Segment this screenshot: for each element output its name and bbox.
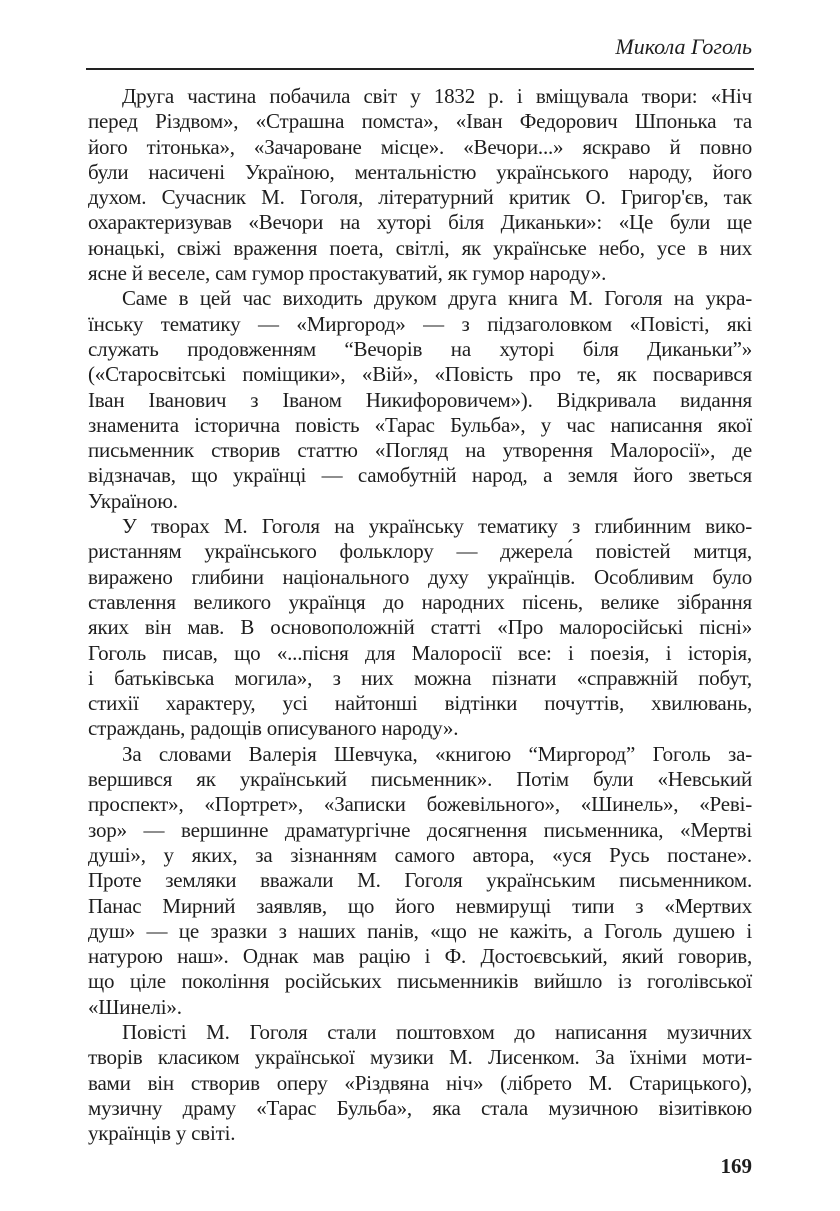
- text-line: За словами Валерія Шевчука, «книгою “Миргород” Гоголь за-: [122, 741, 752, 766]
- text-line: письменник створив статтю «Погляд на утворення Малоросії», де: [88, 438, 752, 463]
- page-number: 169: [720, 1154, 752, 1178]
- text-line: «Шинелі».: [88, 994, 182, 1019]
- text-line: Повісті М. Гоголя стали поштовхом до написання музичних: [122, 1019, 752, 1044]
- text-line: відзначав, що українці — самобутній народ, а земля його зветься: [88, 463, 752, 488]
- header-rule: [86, 68, 754, 70]
- text-line: душ» — це зразки з наших панів, «що не кажіть, а Гоголь душею і: [88, 918, 752, 943]
- text-line: музичну драму «Тарас Бульба», яка стала музичною візитівкою: [88, 1095, 752, 1120]
- text-line: і батьківська могила», з них можна пізнати «справжній побут,: [88, 665, 752, 690]
- running-head-title: Микола Гоголь: [615, 34, 752, 59]
- text-line: Панас Мирний заявляв, що його невмирущі типи з «Мертвих: [88, 893, 752, 918]
- text-line: охарактеризував «Вечори на хуторі біля Диканьки»: «Це були ще: [88, 210, 752, 235]
- text-line: Друга частина побачила світ у 1832 р. і вміщувала твори: «Ніч: [122, 84, 752, 108]
- text-line: знаменита історична повість «Тарас Бульба», у час написання якої: [88, 412, 752, 437]
- text-line: творів класиком української музики М. Лисенком. За їхніми моти-: [88, 1045, 752, 1070]
- text-line: натурою наш». Однак мав рацію і Ф. Достоєвський, який говорив,: [88, 944, 752, 969]
- text-line: душі», у яких, за зізнанням самого автора, «уся Русь постане».: [88, 842, 752, 867]
- text-line: його тітонька», «Зачароване місце». «Вечори...» яскраво й повно: [88, 134, 752, 159]
- text-line: вами він створив оперу «Різдвяна ніч» (лібрето М. Старицького),: [88, 1070, 752, 1095]
- text-line: служать продовженням “Вечорів на хуторі біля Диканьки”»: [88, 336, 752, 361]
- text-line: стихії характеру, усі найтонші відтінки почуттів, хвилювань,: [88, 691, 752, 716]
- text-line: виражено глибини національного духу українців. Особливим було: [88, 564, 752, 589]
- text-line: духом. Сучасник М. Гоголя, літературний критик О. Григор'єв, так: [88, 185, 752, 210]
- text-line: ристанням українського фольклору — джерела́ повістей митця,: [88, 539, 752, 564]
- text-line: Україною.: [88, 488, 178, 513]
- text-line: Саме в цей час виходить друком друга книга М. Гоголя на укра-: [122, 286, 752, 311]
- text-line: ясне й веселе, сам гумор простакуватий, як гумор народу».: [88, 261, 607, 286]
- text-line: ставлення великого українця до народних пісень, велике зібрання: [88, 589, 752, 614]
- paragraph: [88, 514, 752, 742]
- paragraph: [88, 286, 752, 514]
- paragraph: [88, 742, 752, 1020]
- paragraph: [88, 84, 752, 286]
- text-line: вершився як український письменник». Потім були «Невський: [88, 767, 752, 792]
- text-line: яких він мав. В основоположній статті «Про малоросійські пісні»: [88, 615, 752, 640]
- text-line: страждань, радощів описуваного народу».: [88, 716, 459, 741]
- text-line: Іван Іванович з Іваном Никифоровичем»). Відкривала видання: [88, 387, 752, 412]
- page-body: [88, 84, 752, 1146]
- text-line: зор» — вершинне драматургічне досягнення письменника, «Мертві: [88, 817, 752, 842]
- text-line: Проте земляки вважали М. Гоголя українським письменником.: [88, 868, 752, 893]
- text-line: перед Різдвом», «Страшна помста», «Іван Федорович Шпонька та: [88, 109, 752, 134]
- text-line: що ціле покоління російських письменників вийшло із гоголівської: [88, 969, 752, 994]
- paragraph: [88, 1020, 752, 1146]
- text-line: Гоголь писав, що «...пісня для Малоросії все: і поезія, і історія,: [88, 640, 752, 665]
- text-line: У творах М. Гоголя на українську тематику з глибинним вико-: [122, 514, 752, 539]
- text-line: проспект», «Портрет», «Записки божевільного», «Шинель», «Реві-: [88, 792, 752, 817]
- text-line: їнську тематику — «Миргород» — з підзаголовком «Повісті, які: [88, 311, 752, 336]
- text-line: українців у світі.: [88, 1121, 236, 1146]
- text-line: («Старосвітські поміщики», «Вій», «Повість про те, як посварився: [88, 362, 752, 387]
- text-line: юнацькі, свіжі враження поета, світлі, як українське небо, усе в них: [88, 235, 752, 260]
- text-line: були насичені Україною, ментальністю українського народу, його: [88, 159, 752, 184]
